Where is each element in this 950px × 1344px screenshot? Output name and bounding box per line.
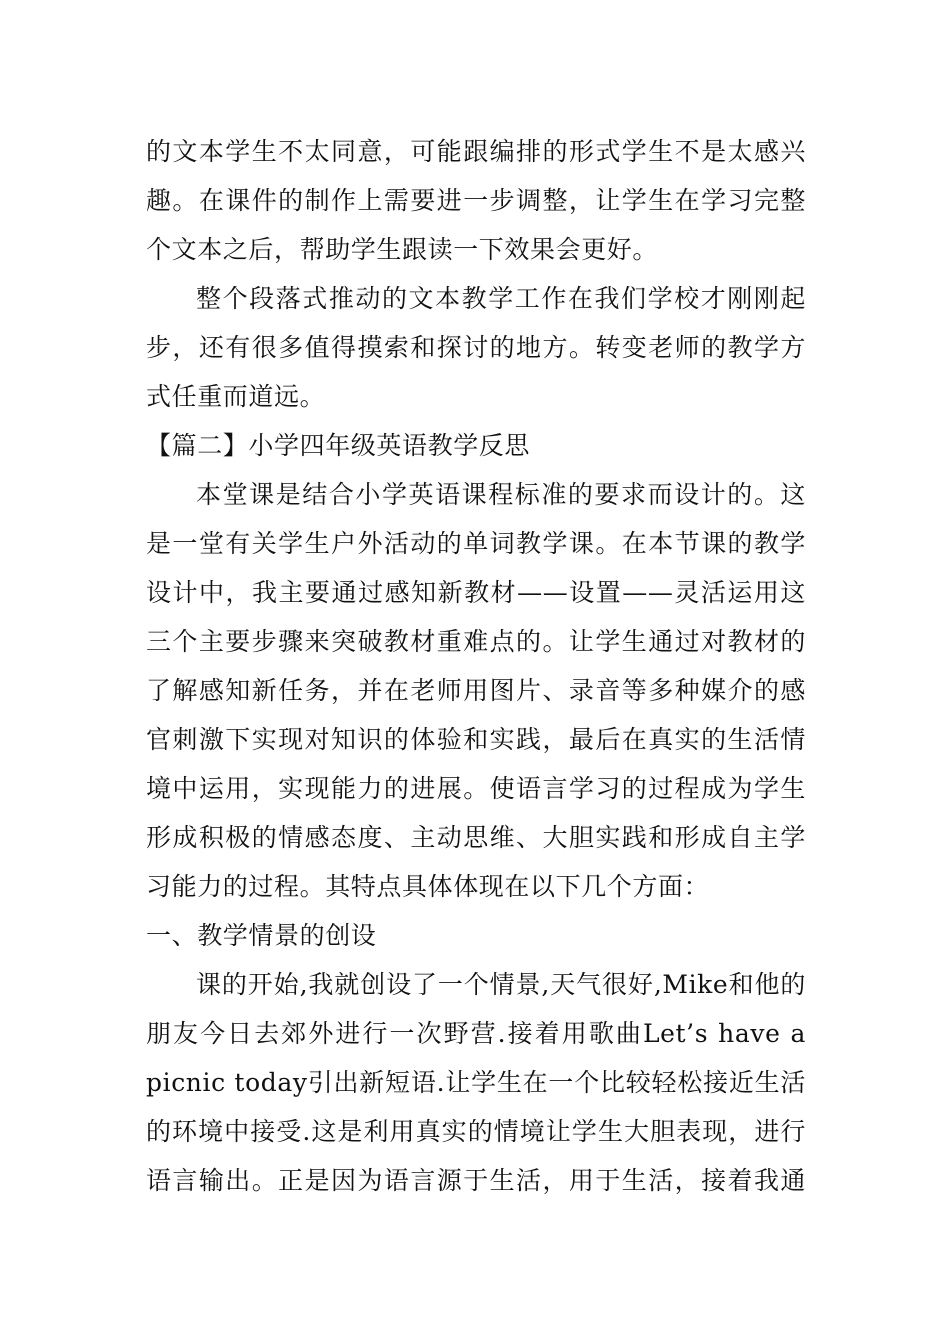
- text-line: 式任重而道远。: [146, 382, 326, 411]
- paragraph-1: [146, 127, 806, 274]
- text-line: 境中运用，实现能力的进展。使语言学习的过程成为学生: [146, 774, 806, 803]
- paragraph-4: [146, 960, 806, 1205]
- text-line: 的环境中接受.这是利用真实的情境让学生大胆表现，进行: [146, 1117, 806, 1146]
- text-line: 朋友今日去郊外进行一次野营.接着用歌曲Let’s have a: [146, 1019, 806, 1048]
- text-line: 整个段落式推动的文本教学工作在我们学校才刚刚起: [196, 284, 806, 313]
- paragraph-3: [146, 470, 806, 911]
- subheading: 一、教学情景的创设: [146, 921, 377, 950]
- text-line: 设计中，我主要通过感知新教材——设置——灵活运用这: [146, 578, 806, 607]
- text-line: 个文本之后，帮助学生跟读一下效果会更好。: [146, 235, 659, 264]
- section-title: 【篇二】小学四年级英语教学反思: [146, 431, 531, 460]
- text-line: 的文本学生不太同意，可能跟编排的形式学生不是太感兴: [146, 137, 806, 166]
- text-line: 三个主要步骤来突破教材重难点的。让学生通过对教材的: [146, 627, 806, 656]
- document-page: [146, 127, 806, 1205]
- text-line: 是一堂有关学生户外活动的单词教学课。在本节课的教学: [146, 529, 806, 558]
- text-line: 官刺激下实现对知识的体验和实践，最后在真实的生活情: [146, 725, 806, 754]
- text-line: 习能力的过程。其特点具体体现在以下几个方面：: [146, 872, 710, 901]
- text-line: 形成积极的情感态度、主动思维、大胆实践和形成自主学: [146, 823, 806, 852]
- text-line: 趣。在课件的制作上需要进一步调整，让学生在学习完整: [146, 186, 806, 215]
- text-line: 本堂课是结合小学英语课程标准的要求而设计的。这: [196, 480, 806, 509]
- text-line: 课的开始,我就创设了一个情景,天气很好,Mike和他的: [196, 970, 806, 999]
- text-line: 步，还有很多值得摸索和探讨的地方。转变老师的教学方: [146, 333, 806, 362]
- text-line: picnic today引出新短语.让学生在一个比较轻松接近生活: [146, 1068, 806, 1097]
- text-line: 了解感知新任务，并在老师用图片、录音等多种媒介的感: [146, 676, 806, 705]
- text-line: 语言输出。正是因为语言源于生活，用于生活，接着我通: [146, 1166, 806, 1195]
- paragraph-2: [146, 274, 806, 421]
